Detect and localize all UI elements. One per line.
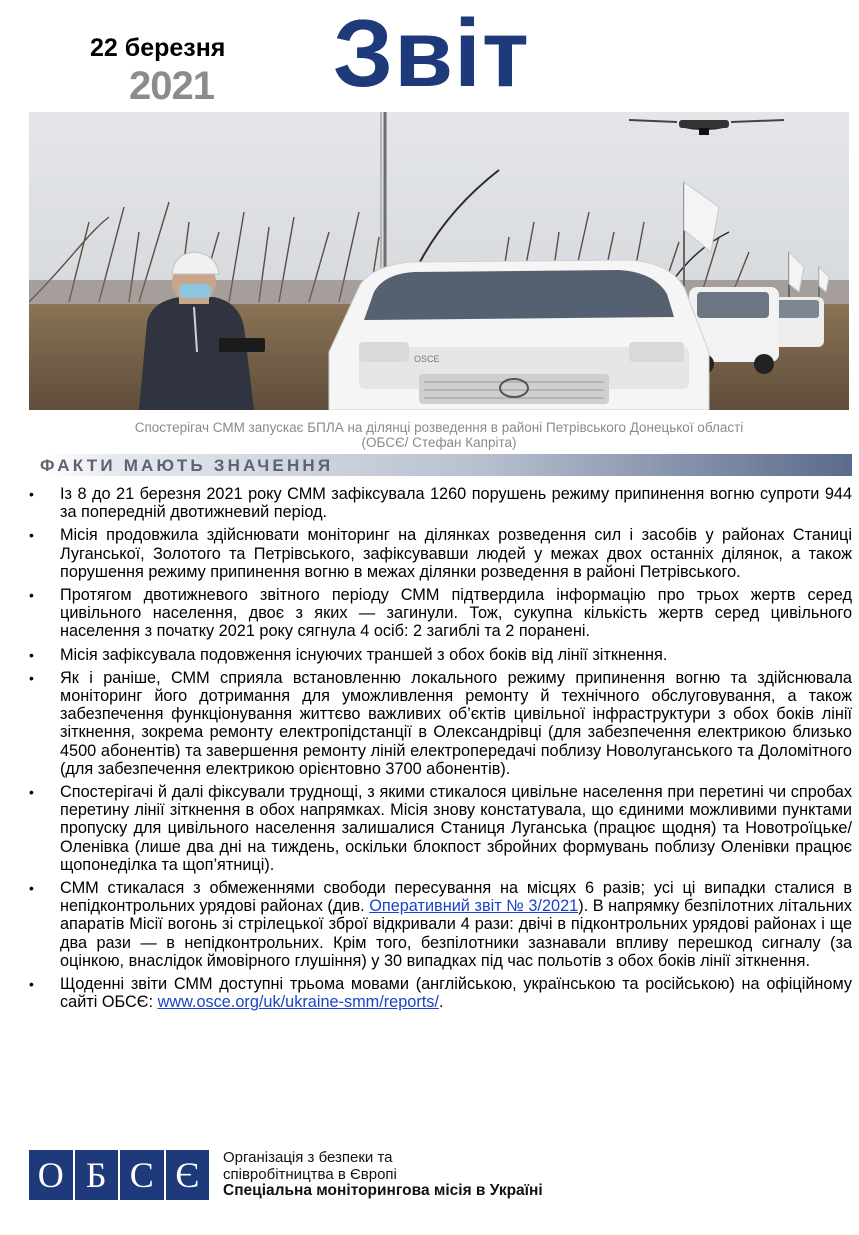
org-line1: Організація з безпеки та [223, 1149, 393, 1166]
org-line2: співробітництва в Європі [223, 1165, 397, 1183]
list-item [29, 879, 852, 970]
monitor-drone-photo [29, 112, 849, 410]
list-item-text: Протягом двотижневого звітного періоду СММ підтвердила інформацію про трьох жертв серед цивільного населення, двоє з яких — загинули. Тож, сукупна кількість жертв серед цивільного населення з початку 2021 року сягнула 4 осіб: 2 загиблі та 2 поранені. [60, 586, 852, 641]
organization-name [223, 1150, 543, 1200]
list-item [29, 646, 852, 664]
logo-letter: О [29, 1150, 73, 1200]
list-item-text-after: . [438, 993, 444, 1012]
list-item [29, 485, 852, 521]
mission-name: Спеціальна моніторингова місія в Україні [223, 1182, 543, 1199]
logo-letter: С [120, 1150, 164, 1200]
footer [29, 1150, 589, 1200]
facts-heading: ФАКТИ МАЮТЬ ЗНАЧЕННЯ [40, 456, 334, 475]
vehicle-marking: OSCE [414, 354, 440, 364]
logo-letter: Б [75, 1150, 119, 1200]
list-item [29, 669, 852, 778]
list-item-text-before: СММ стикалася з обмеженнями свободи пересування на місцях 6 разів; усі ці випадки сталися в непідконтрольних урядові районах (див. [60, 879, 852, 916]
reports-website-link[interactable]: www.osce.org/uk/ukraine-smm/reports/ [157, 993, 439, 1012]
photo-caption-line2: (ОБСЄ/ Стефан Капріта) [361, 435, 517, 450]
list-item-text-before: Щоденні звіти СММ доступні трьома мовами (англійською, українською та російською) на офіційному сайті ОБСЄ: [60, 975, 852, 1012]
list-item-text: Спостерігачі й далі фіксували труднощі, з якими стикалося цивільне населення при перетині чи спробах перетину лінії зіткнення в обох напрямках. Місія знову констатувала, що єдиними можливими пунктами пропуску для цивільного населення залишалися Станиця Луганська (працює щодня) та Новотроїцьке/Оленівка (лише два дні на тиждень, оскільки блокпост збройних формувань поблизу Оленівки працює щопонеділка та щоп’ятниці). [60, 783, 852, 874]
list-item [29, 586, 852, 641]
list-item-text-after: ). В напрямку безпілотних літальних апаратів Місії вогонь зі стрілецької зброї відкривали 4 рази: двічі в підконтрольних урядові районах і ще два рази — в непідконтрольних. Крім того, безпілотники зазнавали впливу перешкод сигналу (за оцінкою, внаслідок ймовірного глушіння) у 30 випадках під час польотів з обох боків лінії зіткнення. [60, 897, 852, 970]
list-item-text: Із 8 до 21 березня 2021 року СММ зафіксувала 1260 порушень режиму припинення вогню супроти 944 за попередній двотижневий період. [60, 485, 852, 522]
report-date-day: 22 березня [90, 34, 226, 62]
report-date-year: 2021 [129, 64, 214, 108]
header-photo [29, 112, 849, 410]
facts-heading-bar [29, 454, 852, 476]
list-item [29, 975, 852, 1011]
photo-caption-line1: Спостерігач СММ запускає БПЛА на ділянці розведення в районі Петрівського Донецької області [134, 420, 744, 435]
photo-caption [29, 420, 849, 450]
operational-report-link[interactable]: Оперативний звіт № 3/2021 [369, 897, 579, 916]
facts-list [29, 485, 852, 1016]
osce-logo [29, 1150, 209, 1200]
list-item-text: Як і раніше, СММ сприяла встановленню локального режиму припинення вогню та здійснювала моніторинг його дотримання для уможливлення ремонту й технічного обслуговування, а також забезпечення функціонування життєво важливих об’єктів цивільної інфраструктури з обох боків лінії зіткнення, зокрема ремонту електропідстанції в Олександрівці (для забезпечення електрикою близько 4500 абонентів) та завершення ремонту ліній електропередачі поблизу Новолуганського та Доломітного (для забезпечення електрикою орієнтовно 3700 абонентів). [60, 668, 852, 778]
logo-letter: Є [166, 1150, 210, 1200]
list-item [29, 783, 852, 874]
list-item-text: Місія зафіксувала подовження існуючих траншей з обох боків від лінії зіткнення. [60, 645, 668, 664]
list-item-text: Місія продовжила здійснювати моніторинг на ділянках розведення сил і засобів у районах Станиці Луганської, Золотого та Петрівського, зафіксувавши людей у межах двох останніх ділянок, а також порушення режиму припинення вогню в межах ділянки розведення в районі Петрівського. [60, 526, 852, 581]
report-title: Звіт [333, 0, 530, 107]
list-item [29, 526, 852, 581]
main-vehicle [329, 260, 709, 410]
